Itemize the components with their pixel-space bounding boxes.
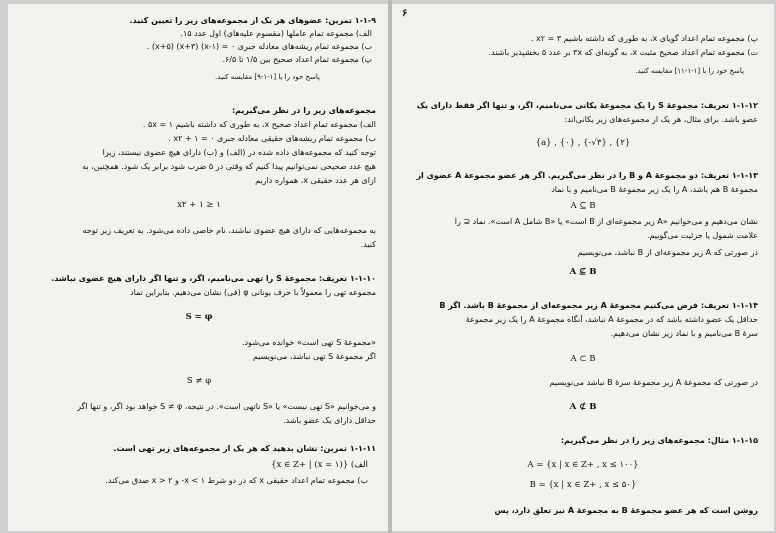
text-line: پ) مجموعه تمام اعداد صحیح بین ۱/۵ تا ۶/۵. — [222, 55, 372, 64]
text-line: الف) مجموعه تمام عاملها (مقسوم علیه‌های) اول عدد ۱۵. — [180, 29, 372, 38]
text-line: عضو باشد. برای مثال، هر یک از مجموعه‌های زیر یکانی‌اند: — [564, 115, 758, 124]
definition-heading: ۱-۱-۱۲ تعریف: مجموعهٔ S را یک مجموعهٔ یکانی می‌نامیم، اگر، و تنها اگر فقط دارای یک — [416, 101, 758, 110]
formula: B = {x | x ∈ Z+ , x ≤ ۵۰} — [529, 480, 637, 490]
formula: S ≠ φ — [186, 376, 212, 386]
text-line: در صورتی که A زیر مجموعه‌ای از B نباشد، می‌نویسیم — [577, 248, 758, 257]
text-line: حداقل یک عضو داشته باشد که در مجموعهٔ A نباشد، آنگاه مجموعهٔ A را یک زیر مجموعهٔ — [465, 315, 758, 324]
text-line: به مجموعه‌هایی که دارای هیچ عضوی نباشند، نام خاصی داده می‌شود. به تعریف زیر توجه — [82, 226, 376, 235]
left-page — [8, 4, 390, 531]
text-line: «مجموعهٔ S تهی است» خوانده می‌شود. — [241, 338, 376, 347]
text-line: الف) مجموعه تمام اعداد صحیح x، به طوری که داشته باشیم ۱ = ۵x . — [142, 120, 376, 129]
definition-heading: ۱-۱-۱۰ تعریف: مجموعهٔ S را تهی می‌نامیم، اگر، و تنها اگر دارای هیچ عضوی نباشد. — [51, 274, 376, 283]
text-line: سرهٔ B می‌نامیم و با نماد زیر نشان می‌دهیم. — [610, 329, 758, 338]
text-line: و می‌خوانیم «S تهی نیست» یا «S ناتهی است». در نتیجه، S ≠ φ خواهد بود اگر، و تنها اگر — [77, 402, 376, 411]
definition-heading: ۱-۱-۱۴ تعریف: فرض می‌کنیم مجموعهٔ A زیر مجموعه‌ای از مجموعهٔ B باشد. اگر B — [439, 301, 758, 310]
text-line: ازای هر عدد حقیقی x، همواره داریم — [255, 176, 376, 185]
formula: {a} , {۰} , {-√۳} , {۲} — [535, 138, 631, 148]
formula: A ⊂ B — [570, 354, 596, 364]
formula: x۲ + ۱ ≥ ۱ — [177, 200, 221, 210]
text-line: مجموعه‌های زیر را در نظر می‌گیریم: — [231, 106, 376, 115]
text-line: ب) مجموعه تمام ریشه‌های معادله جبری ۰ = (x-۱) (x+۳) (x+۵) . — [146, 42, 372, 51]
answer-ref: پاسخ خود را با [۱-۱-۱۱] مقایسه کنید. — [635, 67, 744, 75]
text-line: ب) مجموعه تمام اعداد حقیقی x که در دو شرط x < ۱- و x > ۲ صدق می‌کند. — [105, 476, 368, 485]
text-line: علامت شمول یا جزئیت می‌گوییم. — [646, 231, 758, 240]
text-line: کنید. — [360, 240, 376, 249]
text-line: در صورتی که مجموعهٔ A زیر مجموعهٔ سرهٔ B نباشد می‌نویسیم — [549, 378, 758, 387]
text-line: ت) مجموعه تمام اعداد صحیح مثبت x، به گونه‌ای که ۳x بر عدد ۵ بخشپذیر باشند. — [488, 48, 758, 57]
page-number: ۶ — [402, 8, 408, 19]
formula: A ⊈ B — [569, 267, 597, 277]
formula: A ⊆ B — [570, 201, 596, 211]
exercise-heading: ۱-۱-۹ تمرین: عضوهای هر یک از مجموعه‌های زیر را تعیین کنید. — [129, 16, 376, 25]
definition-heading: ۱-۱-۱۳ تعریف: دو مجموعهٔ A و B را در نظر می‌گیریم. اگر هر عضو مجموعهٔ A عضوی از — [416, 171, 758, 180]
answer-ref: پاسخ خود را با [۱-۱-۹] مقایسه کنید. — [215, 73, 320, 81]
text-line: حداقل دارای یک عضو باشد. — [283, 416, 376, 425]
text-line: روشن است که هر عضو مجموعهٔ B به مجموعهٔ A نیز تعلق دارد، پس — [494, 506, 758, 515]
formula: S = φ — [185, 312, 213, 322]
text-line: هیچ عدد صحیحی نمی‌توانیم پیدا کنیم که وقتی در ۵ ضرب شود برابر یک شود. همچنین، به — [82, 162, 376, 171]
text-line: پ) مجموعه تمام اعداد گویای x، به طوری که داشته باشیم ۳ = x۲ . — [530, 34, 758, 43]
text-line: اگر مجموعهٔ S تهی نباشد، می‌نویسیم — [252, 352, 376, 361]
exercise-heading: ۱-۱-۱۱ تمرین: نشان بدهید که هر یک از مجموعه‌های زیر تهی است. — [113, 444, 376, 453]
example-heading: ۱-۱-۱۵ مثال: مجموعه‌های زیر را در نظر می‌گیریم: — [560, 436, 758, 445]
right-page — [392, 4, 774, 531]
text-line: مجموعه تهی را معمولاً با حرف یونانی φ (فی) نشان می‌دهیم. بنابراین نماد — [130, 288, 376, 297]
text-line: مجموعهٔ B هم باشد، A را یک زیر مجموعهٔ B می‌نامیم و با نماد — [551, 185, 758, 194]
text-line: توجه کنید که مجموعه‌های داده شده در (الف) و (ب) دارای هیچ عضوی نیستند، زیرا — [102, 148, 376, 157]
text-line: ب) مجموعه تمام ریشه‌های حقیقی معادله جبری ۰ = ۱ + x۲ . — [168, 134, 376, 143]
text-line: نشان می‌دهیم و می‌خوانیم «A زیر مجموعه‌ای از B است» یا «B شامل A است». نماد ⊆ را — [454, 217, 758, 226]
formula: A = {x | x ∈ Z+ , x ≤ ۱۰۰} — [527, 460, 639, 470]
formula: A ⊄ B — [569, 402, 597, 412]
text-line: الف) {x ∈ Z+ | (x = ۱)} — [271, 460, 368, 470]
